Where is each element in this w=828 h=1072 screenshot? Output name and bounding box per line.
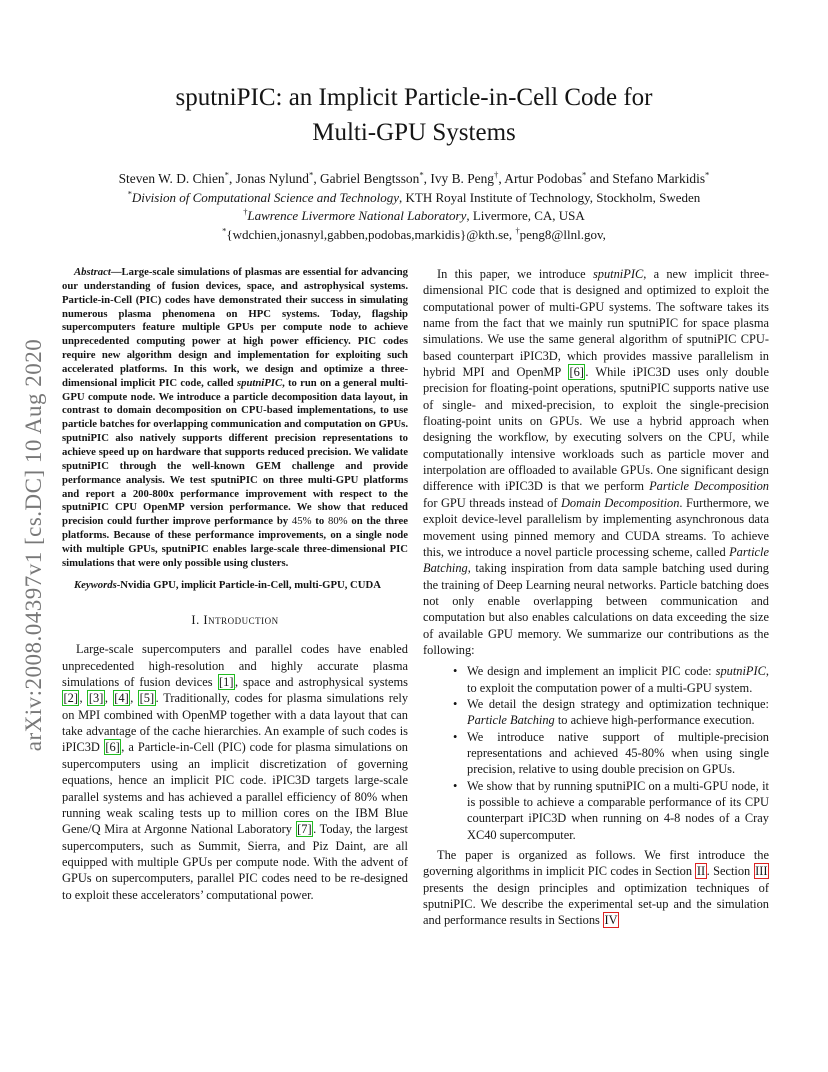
citation-link[interactable]: [7] (297, 822, 312, 837)
affiliation-kth: *Division of Computational Science and Technology, KTH Royal Institute of Technology, Stockholm, Sweden (127, 188, 701, 205)
contribution-item: • We show that by running sputniPIC on a multi-GPU node, it is possible to achieve a comparable performance of its CPU counterpart iPIC3D when running on 4-8 nodes of a Cray XC40 supercomputer. (467, 778, 769, 843)
section-link[interactable]: IV (604, 913, 618, 928)
citation-link[interactable]: [6] (569, 365, 584, 380)
design-overview-paragraph: In this paper, we introduce sputniPIC, a new implicit three-dimensional PIC code that is designed and optimized to exploit the computational power of multi-GPU systems. The software takes its name from the fact that we mainly run sputniPIC for space plasma simulations. We use the same general algorithm of sputniPIC CPU-based counterpart iPIC3D, which provides massive parallelism in hybrid MPI and OpenMP [6] . While iPIC3D uses only double precision for floating-point operations, sputniPIC supports native use of single- and mixed-precision, to exploit the single-precision floating-point units on GPUs. We use a hybrid approach when designing the workflow, by executing solvers on the CPU, while computationally intensive workloads such as particle mover and interpolation are offloaded to available GPUs. One significant design difference with iPIC3D is that we perform Particle Decomposition for GPU threads instead of Domain Decomposition. Furthermore, we exploit device-level parallelism by implementing asynchronous data movement using pinned memory and CUDA streams. To achieve this, we introduce a novel particle processing scheme, called Particle Batching, taking inspiration from data sample batching used during the training of Deep Learning neural networks. Particle batching does not only enable overlapping between communication and computation but also enables calculations on data exceeding the size of available GPU memory. We summarize our contributions as the following: (423, 267, 769, 657)
paper-title-line-1: sputniPIC: an Implicit Particle-in-Cell Code for (175, 84, 653, 111)
section-link[interactable]: III (755, 864, 768, 879)
affiliation-llnl: †Lawrence Livermore National Laboratory, Livermore, CA, USA (243, 206, 585, 223)
body-columns (62, 266, 770, 929)
paper-organization-paragraph: The paper is organized as follows. We first introduce the governing algorithms in implicit PIC codes in Section II . Section III presents the design principles and optimization techniques of sputniPIC. We describe the experimental set-up and the simulation and performance results in Sections IV (423, 848, 769, 928)
introduction-paragraph: Large-scale supercomputers and parallel codes have enabled unprecedented high-resolution and highly accurate plasma simulations of fusion devices [1] , space and astrophysical systems [2] , [3] , [4] , [5] . Traditionally, codes for plasma simulations rely on MPI combined with OpenMP together with a data layout that can take advantage of the cache hierarchies. An example of such codes is iPIC3D [6] , a Particle-in-Cell (PIC) code for plasma simulations on supercomputers using an implicit discretization of governing equations, hence an implicit PIC code. iPIC3D targets large-scale parallel systems and has achieved a parallel efficiency of 80% when running weak scaling tests up to million cores on the IBM Blue Gene/Q Mira at Argonne National Laboratory [7] . Today, the largest supercomputers, such as Summit, Sierra, and Piz Daint, are all equipped with multiple GPUs per compute node. With the advent of GPUs on supercomputers, parallel PIC codes need to be re-designed to exploit these accelerators’ computational power. (62, 642, 409, 902)
citation-link[interactable]: [6] (105, 740, 120, 755)
citation-link[interactable]: [5] (139, 691, 155, 706)
keywords-paragraph: Keywords-Nvidia GPU, implicit Particle-in-Cell, multi-GPU, CUDA (74, 578, 381, 591)
citation-link[interactable]: [3] (88, 691, 104, 706)
author-names: Steven W. D. Chien*, Jonas Nylund*, Gabriel Bengtsson*, Ivy B. Peng†, Artur Podobas* and Stefano Markidis* (118, 169, 710, 186)
section-link[interactable]: II (696, 864, 706, 879)
contributions-list (423, 663, 769, 843)
arxiv-stamp: arXiv:2008.04397v1 [cs.DC] 10 Aug 2020 (21, 338, 46, 752)
author-emails: *{wdchien,jonasnyl,gabben,podobas,markidis}@kth.se, †peng8@llnl.gov, (222, 225, 606, 242)
abstract-paragraph: Abstract—Large-scale simulations of plasmas are essential for advancing our understanding of fusion devices, space, and astrophysical systems. Particle-in-Cell (PIC) codes have demonstrated their success in simulating numerous plasma phenomena on HPC systems. Today, flagship supercomputers feature multiple GPUs per compute node to achieve unprecedented computing power at high power efficiency. PIC codes require new algorithm design and implementation for exploiting such accelerated platforms. In this work, we design and optimize a three-dimensional implicit PIC code, called sputniPIC, to run on a general multi-GPU compute node. We introduce a particle decomposition data layout, in contrast to domain decomposition on CPU-based implementations, to use particle batches for overlapping communication and computation on GPUs. sputniPIC also natively supports different precision representations to achieve speed up on hardware that supports reduced precision. We validate sputniPIC through the well-known GEM challenge and provide performance analysis. We test sputniPIC on three multi-GPU platforms and report a 200-800x performance improvement with respect to the sputniPIC CPU OpenMP version performance. We show that reduced precision could further improve performance by 45% to 80% on the three platforms. Because of these performance improvements, on a single node with multiple GPUs, sputniPIC enables large-scale three-dimensional PIC simulations that were only possible using clusters. (62, 266, 409, 569)
citation-link[interactable]: [4] (114, 691, 129, 706)
title-block (64, 80, 764, 150)
section-heading-introduction: I. Introduction (191, 613, 279, 628)
citation-link[interactable]: [1] (219, 675, 234, 690)
contribution-item: • We introduce native support of multiple-precision representations and achieved 45-80% when using single precision, relative to using double precision on GPUs. (467, 729, 769, 778)
contribution-item: • We design and implement an implicit PIC code: sputniPIC, to exploit the computation power of a multi-GPU system. (467, 663, 769, 696)
right-column (423, 266, 769, 929)
left-column (62, 266, 408, 929)
paper-title-line-2: Multi-GPU Systems (312, 119, 516, 146)
citation-link[interactable]: [2] (63, 691, 78, 706)
contribution-item: • We detail the design strategy and optimization technique: Particle Batching to achieve high-performance execution. (467, 696, 769, 729)
authors-block (44, 170, 784, 244)
